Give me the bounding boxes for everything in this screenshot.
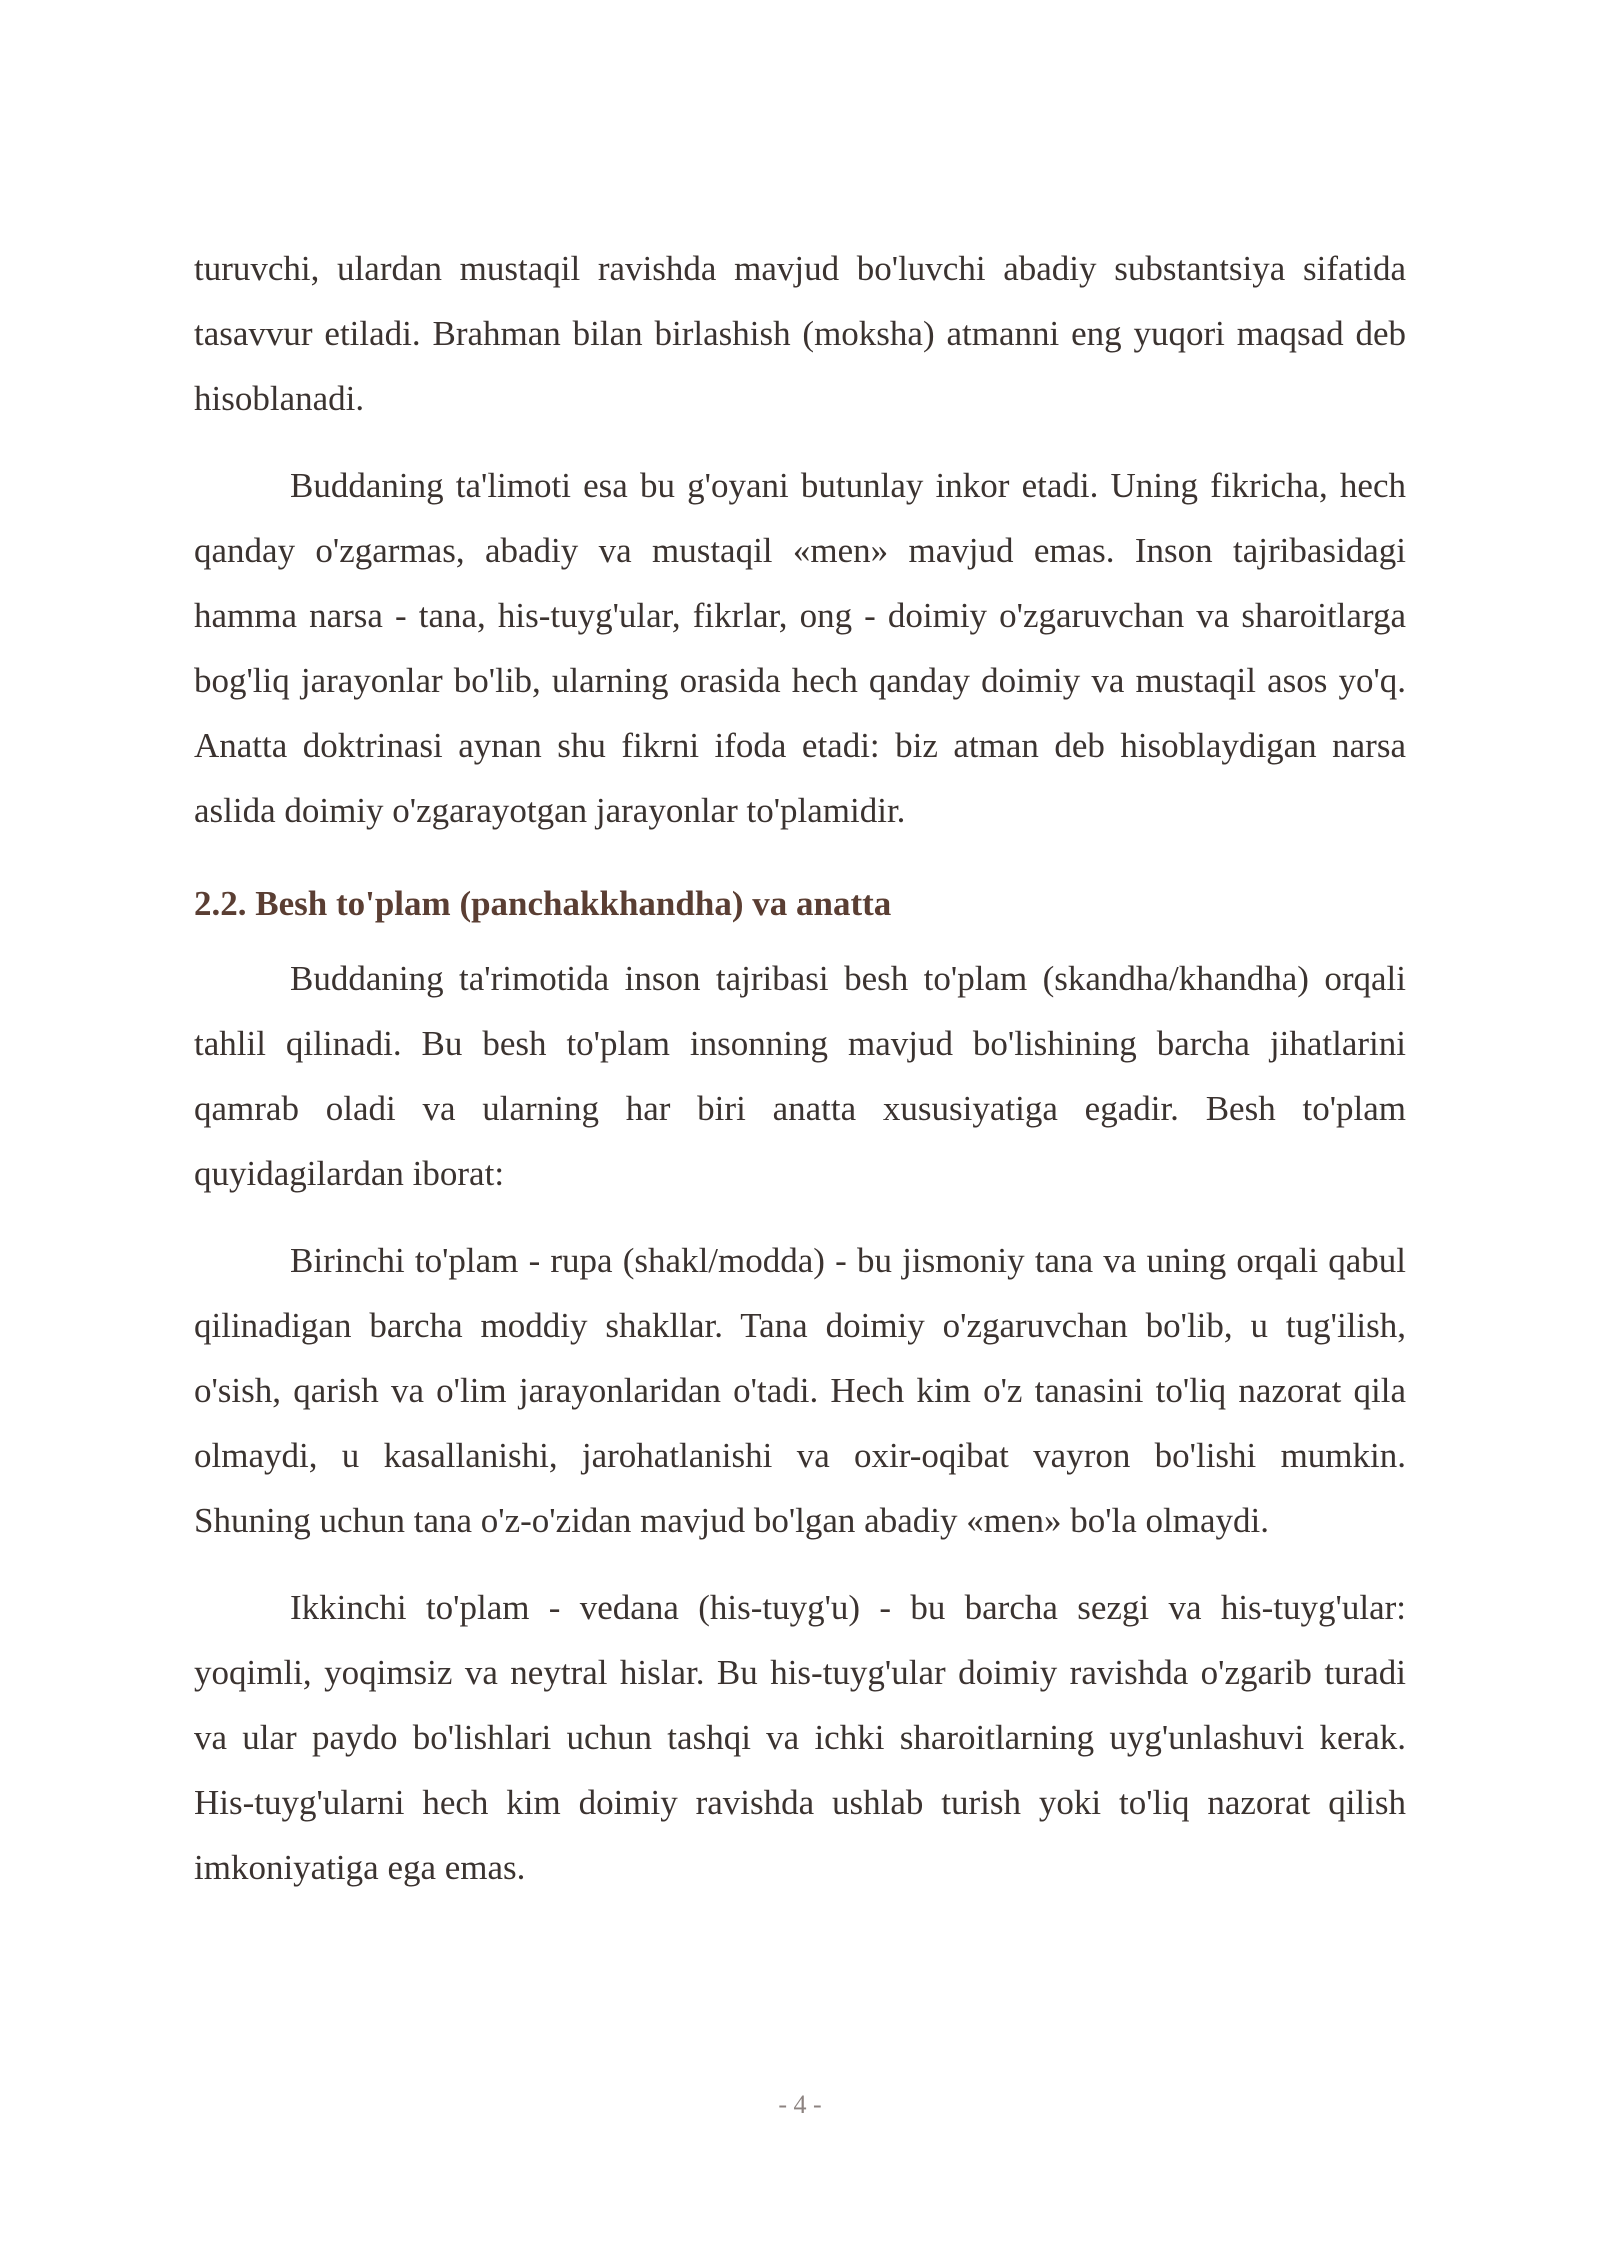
page-content xyxy=(194,236,1406,1900)
paragraph-continuation: turuvchi, ulardan mustaqil ravishda mavjud bo'luvchi abadiy substantsiya sifatida tasavvur etiladi. Brahman bilan birlashish (moksha) atmanni eng yuqori maqsad deb hisoblanadi. xyxy=(194,249,1406,418)
paragraph-buddha-teaching: Buddaning ta'limoti esa bu g'oyani butunlay inkor etadi. Uning fikricha, hech qanday o'zgarmas, abadiy va mustaqil «men» mavjud emas. Inson tajribasidagi hamma narsa - tana, his-tuyg'ular, fikrlar, ong - doimiy o'zgaruvchan va sharoitlarga bog'liq jarayonlar bo'lib, ularning orasida hech qanday doimiy va mustaqil asos yo'q. Anatta doktrinasi aynan shu fikrni ifoda etadi: biz atman deb hisoblaydigan narsa aslida doimiy o'zgarayotgan jarayonlar to'plamidir. xyxy=(194,466,1406,830)
paragraph-rupa: Birinchi to'plam - rupa (shakl/modda) - bu jismoniy tana va uning orqali qabul qilinadigan barcha moddiy shakllar. Tana doimiy o'zgaruvchan bo'lib, u tug'ilish, o'sish, qarish va o'lim jarayonlaridan o'tadi. Hech kim o'z tanasini to'liq nazorat qila olmaydi, u kasallanishi, jarohatlanishi va oxir-oqibat vayron bo'lishi mumkin. Shuning uchun tana o'z-o'zidan mavjud bo'lgan abadiy «men» bo'la olmaydi. xyxy=(194,1241,1406,1540)
section-heading: 2.2. Besh to'plam (panchakkhandha) va anatta xyxy=(194,884,892,923)
page-number: - 4 - xyxy=(778,2090,822,2119)
paragraph-vedana: Ikkinchi to'plam - vedana (his-tuyg'u) - bu barcha sezgi va his-tuyg'ular: yoqimli, yoqimsiz va neytral hislar. Bu his-tuyg'ular doimiy ravishda o'zgarib turadi va ular paydo bo'lishlari uchun tashqi va ichki sharoitlarning uyg'unlashuvi kerak. His-tuyg'ularni hech kim doimiy ravishda ushlab turish yoki to'liq nazorat qilish imkoniyatiga ega emas. xyxy=(194,1588,1406,1887)
paragraph-five-aggregates-intro: Buddaning ta'rimotida inson tajribasi besh to'plam (skandha/khandha) orqali tahlil qilinadi. Bu besh to'plam insonning mavjud bo'lishining barcha jihatlarini qamrab oladi va ularning har biri anatta xususiyatiga egadir. Besh to'plam quyidagilardan iborat: xyxy=(194,959,1406,1193)
